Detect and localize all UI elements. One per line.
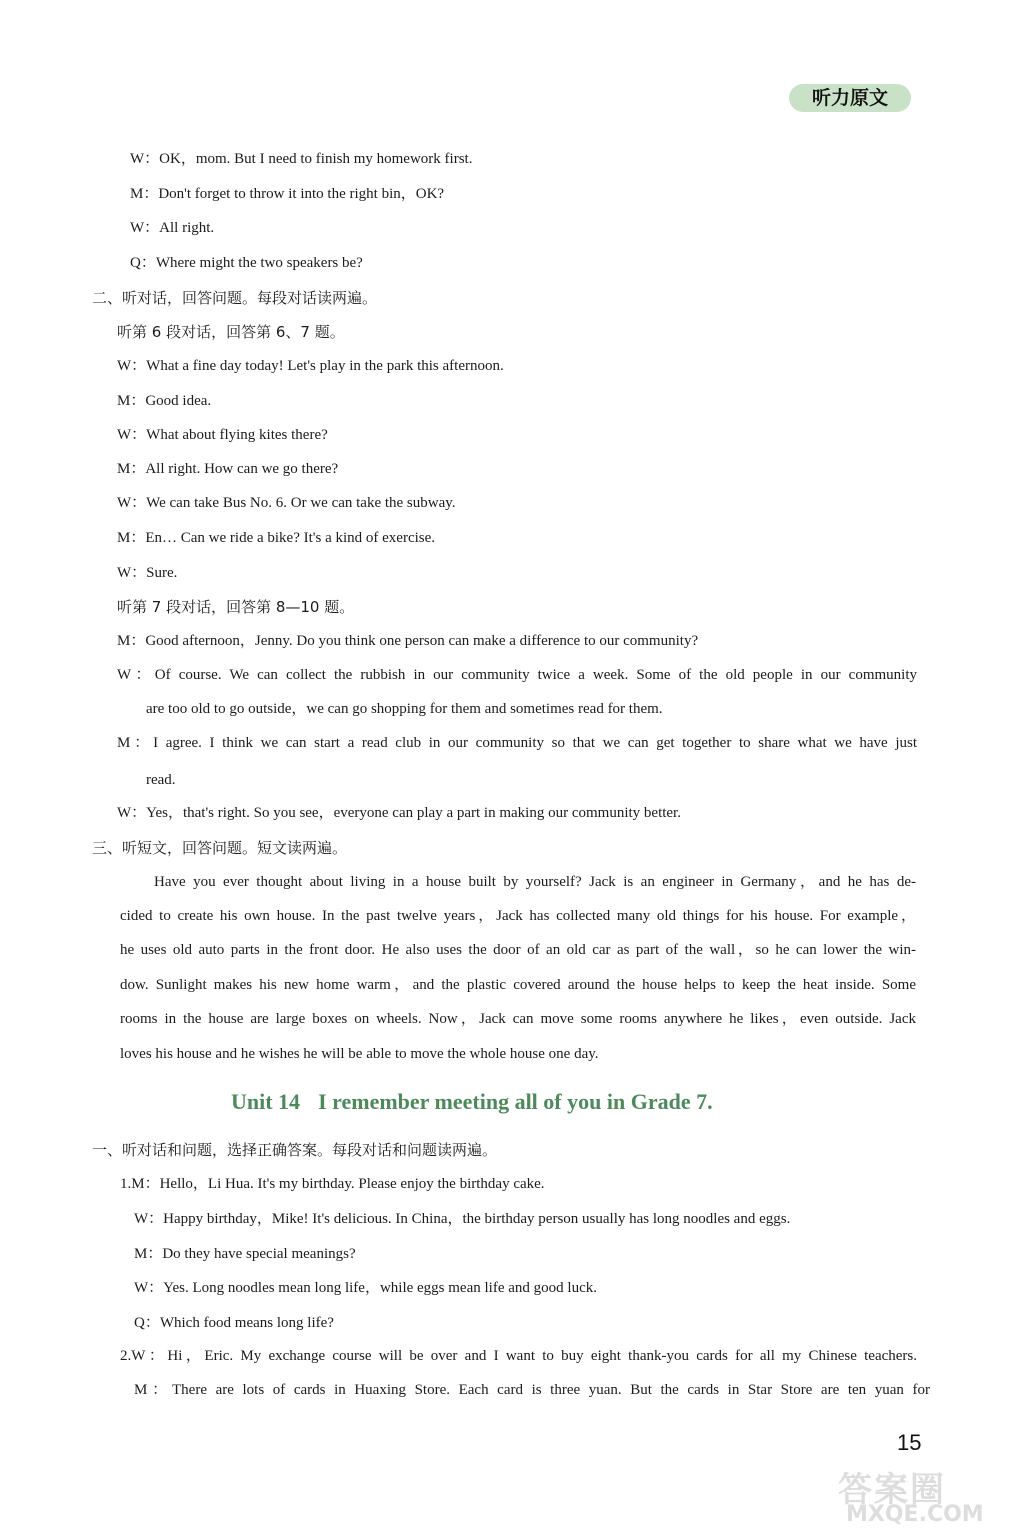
unit-title xyxy=(231,1088,713,1116)
passage-line: Have you ever thought about living in a house built by yourself? Jack is an engineer in Germany，and he has de- xyxy=(154,874,916,890)
dialogue-line: M：Do they have special meanings? xyxy=(134,1246,356,1262)
dialogue-line: M：En… Can we ride a bike? It's a kind of exercise. xyxy=(117,530,436,546)
section-heading: 一、听对话和问题，选择正确答案。每段对话和问题读两遍。 xyxy=(92,1141,498,1159)
dialogue-line: 2.W：Hi，Eric. My exchange course will be over and I want to buy eight thank-you cards for all my Chinese teachers. xyxy=(120,1348,917,1364)
dialogue-line: W：What a fine day today! Let's play in the park this afternoon. xyxy=(117,358,504,374)
dialogue-line: M：Good idea. xyxy=(117,393,212,409)
question-line: Q：Where might the two speakers be? xyxy=(130,255,363,271)
dialogue-line: W：Sure. xyxy=(117,565,178,581)
dialogue-line-continued: are too old to go outside，we can go shopping for them and sometimes read for them. xyxy=(146,701,663,717)
dialogue-line: W：All right. xyxy=(130,220,215,236)
dialogue-line: M：I agree. I think we can start a read club in our community so that we can get together to share what we have just xyxy=(117,735,917,751)
dialogue-line: M：Good afternoon，Jenny. Do you think one person can make a difference to our community? xyxy=(117,633,699,649)
dialogue-line: M：All right. How can we go there? xyxy=(117,461,339,477)
passage-line: he uses old auto parts in the front door. He also uses the door of an old car as part of the wall，so he can lower the win- xyxy=(120,942,916,958)
header-tag: 听力原文 xyxy=(789,84,911,112)
dialogue-line: W：Of course. We can collect the rubbish in our community twice a week. Some of the old people in our community xyxy=(117,667,917,683)
question-line: Q：Which food means long life? xyxy=(134,1315,334,1331)
watermark-logo: 答案圈 xyxy=(838,1470,946,1510)
section-heading: 三、听短文，回答问题。短文读两遍。 xyxy=(92,839,348,857)
dialogue-intro: 听第 6 段对话，回答第 6、7 题。 xyxy=(117,323,345,341)
section-heading: 二、听对话，回答问题。每段对话读两遍。 xyxy=(92,289,378,307)
dialogue-line: W：Yes，that's right. So you see，everyone can play a part in making our community better. xyxy=(117,805,681,821)
passage-line: rooms in the house are large boxes on wheels. Now，Jack can move some rooms anywhere he likes，even outside. Jack xyxy=(120,1011,916,1027)
passage-line: dow. Sunlight makes his new home warm，and the plastic covered around the house helps to keep the heat inside. Some xyxy=(120,977,916,993)
dialogue-line-continued: read. xyxy=(146,772,176,788)
dialogue-line: W：Yes. Long noodles mean long life，while eggs mean life and good luck. xyxy=(134,1280,597,1296)
dialogue-line: 1.M：Hello，Li Hua. It's my birthday. Please enjoy the birthday cake. xyxy=(120,1176,545,1192)
dialogue-line: W：OK，mom. But I need to finish my homework first. xyxy=(130,151,473,167)
dialogue-line: M：Don't forget to throw it into the right bin，OK? xyxy=(130,186,445,202)
dialogue-line: W：Happy birthday，Mike! It's delicious. In China，the birthday person usually has long noodles and eggs. xyxy=(134,1211,791,1227)
dialogue-intro: 听第 7 段对话，回答第 8—10 题。 xyxy=(117,598,355,616)
watermark xyxy=(838,1462,1008,1528)
unit-name: I remember meeting all of you in Grade 7. xyxy=(318,1089,713,1114)
dialogue-line: W：What about flying kites there? xyxy=(117,427,328,443)
page-number: 15 xyxy=(897,1430,922,1455)
unit-number: Unit 14 xyxy=(231,1089,301,1114)
passage-line: cided to create his own house. In the past twelve years，Jack has collected many old things for his house. For example， xyxy=(120,908,916,924)
watermark-url: MXQE.COM xyxy=(846,1502,984,1527)
dialogue-line: M：There are lots of cards in Huaxing Store. Each card is three yuan. But the cards in Star Store are ten yuan for xyxy=(134,1382,930,1398)
passage-line: loves his house and he wishes he will be able to move the whole house one day. xyxy=(120,1046,599,1062)
dialogue-line: W：We can take Bus No. 6. Or we can take the subway. xyxy=(117,495,456,511)
